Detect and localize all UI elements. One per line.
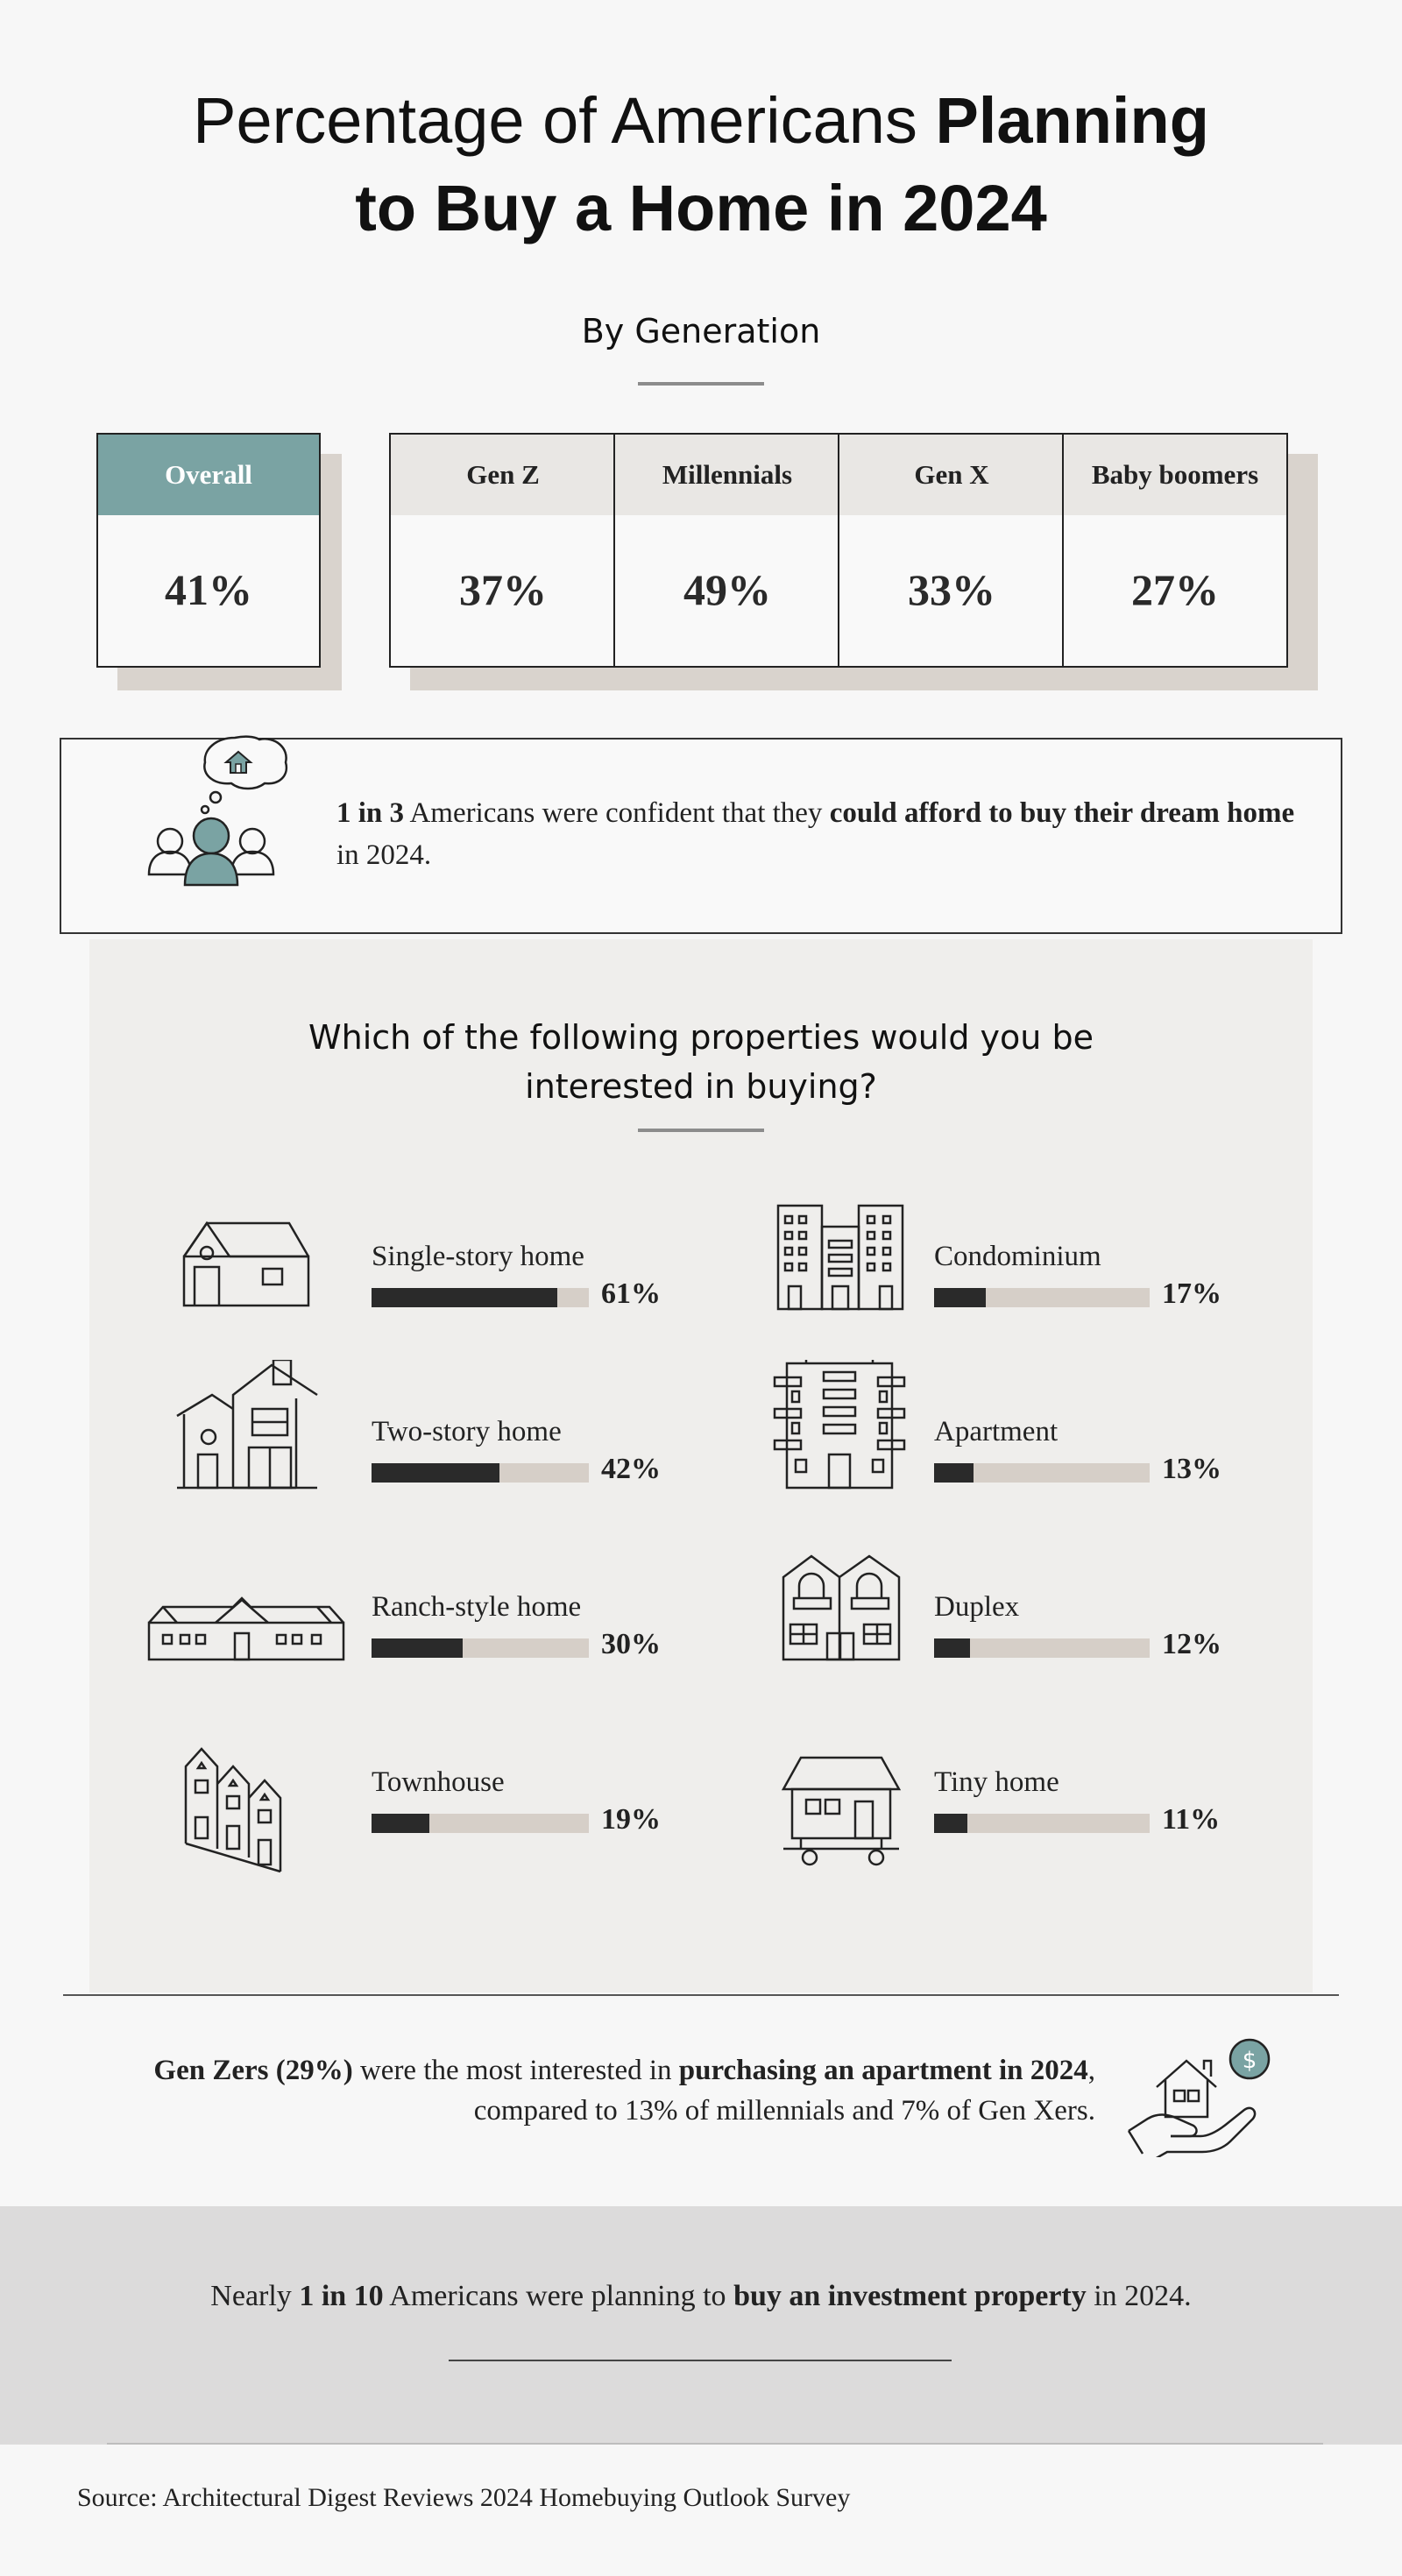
bar-fill — [934, 1463, 974, 1483]
hand-house-dollar-icon — [1125, 2035, 1274, 2157]
confidence-bold-1: 1 in 3 — [336, 797, 405, 829]
investment-underline — [449, 2360, 952, 2361]
people-thinking-home-icon — [144, 729, 319, 904]
bar-fill — [934, 1814, 967, 1833]
genz-text-4: , compared to 13% of millennials and 7% of Gen Xers. — [473, 2055, 1095, 2127]
source-text: Source: Architectural Digest Reviews 2024 Homebuying Outlook Survey — [77, 2483, 851, 2512]
property-percent: 42% — [601, 1453, 661, 1485]
confidence-bold-2: could afford to buy their dream home — [829, 797, 1295, 829]
question-divider — [638, 1129, 764, 1132]
bar-track — [934, 1814, 1150, 1833]
overall-card — [96, 433, 321, 668]
property-percent: 30% — [601, 1628, 661, 1660]
gen-value: 27% — [1131, 565, 1219, 614]
question-line-1: Which of the following properties would you be — [308, 1018, 1094, 1057]
genz-text-2: were the most interested in — [352, 2055, 679, 2086]
bar-fill — [372, 1463, 499, 1483]
title-bold-1: Planning — [935, 84, 1209, 157]
gen-cell — [391, 435, 615, 666]
confidence-text-4: in 2024. — [336, 839, 432, 871]
properties-question — [0, 1013, 1402, 1111]
investment-band — [0, 2206, 1402, 2445]
question-line-2: interested in buying? — [525, 1067, 877, 1106]
gen-header — [391, 435, 615, 515]
genz-note-text — [88, 2050, 1095, 2131]
gen-cell — [1064, 435, 1286, 666]
overall-label: Overall — [165, 459, 252, 490]
property-label: Duplex — [934, 1591, 1020, 1623]
property-label: Ranch-style home — [372, 1591, 582, 1623]
confidence-text — [336, 792, 1300, 876]
investment-text — [0, 2280, 1402, 2313]
townhouse-icon — [182, 1745, 314, 1877]
investment-text-3: Americans were planning to — [383, 2280, 734, 2312]
overall-value: 41% — [165, 565, 252, 614]
genz-bold-1: Gen Zers (29%) — [153, 2055, 353, 2086]
subtitle-divider — [638, 382, 764, 386]
source-rule — [107, 2443, 1323, 2445]
gen-cell — [615, 435, 839, 666]
property-label: Tiny home — [934, 1766, 1059, 1798]
section-subtitle: By Generation — [581, 312, 821, 350]
investment-text-5: in 2024. — [1086, 2280, 1192, 2312]
duplex-icon — [778, 1553, 904, 1663]
bar-fill — [934, 1638, 970, 1658]
overall-header — [98, 435, 319, 515]
title-light: Percentage of Americans — [193, 84, 936, 157]
bar-track — [934, 1638, 1150, 1658]
bar-track — [934, 1288, 1150, 1307]
bar-fill — [372, 1814, 429, 1833]
bar-track — [372, 1814, 589, 1833]
condominium-icon — [775, 1202, 906, 1313]
gen-value: 49% — [683, 565, 771, 614]
gen-cell — [839, 435, 1064, 666]
bar-track — [372, 1288, 589, 1307]
generations-card — [389, 433, 1288, 668]
bar-fill — [372, 1288, 557, 1307]
investment-bold-1: 1 in 10 — [299, 2280, 384, 2312]
tiny-home-icon — [780, 1754, 903, 1868]
dollar-glyph: $ — [1242, 2048, 1257, 2074]
property-percent: 17% — [1162, 1277, 1221, 1310]
title-bold-2: to Buy a Home in 2024 — [355, 172, 1047, 244]
property-label: Two-story home — [372, 1416, 562, 1447]
page-title — [0, 77, 1402, 252]
gen-header — [1064, 435, 1286, 515]
section-rule — [63, 1994, 1339, 1996]
property-label: Apartment — [934, 1416, 1059, 1447]
property-label: Single-story home — [372, 1241, 584, 1272]
property-percent: 11% — [1162, 1803, 1221, 1836]
gen-label: Gen X — [914, 459, 989, 490]
bar-fill — [934, 1288, 986, 1307]
gen-label: Millennials — [662, 459, 793, 490]
property-percent: 12% — [1162, 1628, 1221, 1660]
property-label: Condominium — [934, 1241, 1101, 1272]
single-story-home-icon — [175, 1214, 315, 1311]
gen-value: 33% — [908, 565, 995, 614]
bar-track — [934, 1463, 1150, 1483]
bar-track — [372, 1638, 589, 1658]
confidence-callout — [60, 738, 1342, 934]
investment-bold-2: buy an investment property — [733, 2280, 1087, 2312]
apartment-icon — [771, 1360, 908, 1491]
property-percent: 19% — [601, 1803, 661, 1836]
gen-label: Baby boomers — [1091, 459, 1259, 490]
gen-value: 37% — [459, 565, 547, 614]
ranch-style-home-icon — [145, 1593, 347, 1663]
property-percent: 13% — [1162, 1453, 1221, 1485]
gen-header — [615, 435, 839, 515]
property-percent: 61% — [601, 1277, 661, 1310]
bar-track — [372, 1463, 589, 1483]
confidence-text-2: Americans were confident that they — [404, 797, 830, 829]
genz-bold-2: purchasing an apartment in 2024 — [678, 2055, 1088, 2086]
bar-fill — [372, 1638, 463, 1658]
investment-text-1: Nearly — [210, 2280, 300, 2312]
gen-label: Gen Z — [466, 459, 540, 490]
property-label: Townhouse — [372, 1766, 505, 1798]
gen-header — [839, 435, 1064, 515]
two-story-home-icon — [168, 1360, 326, 1491]
